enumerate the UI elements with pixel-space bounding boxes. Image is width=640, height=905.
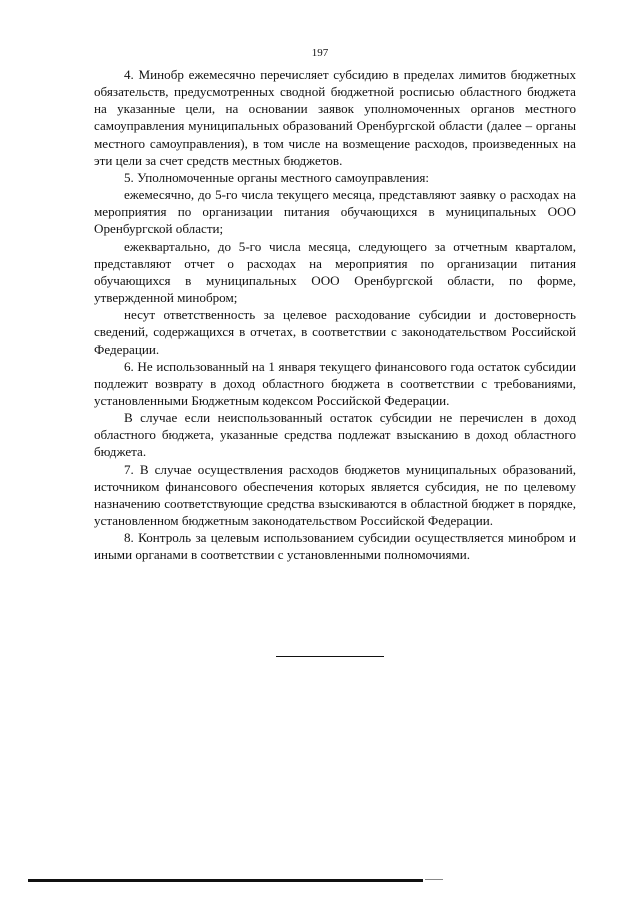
paragraph-5: 5. Уполномоченные органы местного самоуправления: — [124, 169, 430, 185]
paragraph-4: 4. Минобр ежемесячно перечисляет субсидию в пределах лимитов бюджетных обязательств, предусмотренных сводной бюджетной росписью областного бюджета на указанные цели, на основании заявок уполномоченных органов местного самоуправления муниципальных образований Оренбургской области (далее – органы местного самоуправления), в том числе на возмещение расходов, произведенных на эти цели за счет средств местных бюджетов. — [94, 67, 576, 168]
paragraph-6: 6. Не использованный на 1 января текущего финансового года остаток субсидии подлежит возврату в доход областного бюджета в соответствии с требованиями, установленными Бюджетным кодексом Российской Федерации. — [94, 358, 576, 408]
paragraph-5-monthly: ежемесячно, до 5-го числа текущего месяца, представляют заявку о расходах на мероприятия по организации питания обучающихся в муниципальных ООО Оренбургской области; — [94, 187, 576, 237]
document-body — [94, 66, 576, 564]
paragraph-5-quarterly: ежеквартально, до 5-го числа месяца, следующего за отчетным кварталом, представляют отчет о расходах на мероприятия по организации питания обучающихся в муниципальных ООО Оренбургской области, по форме, утвержденной минобром; — [94, 238, 576, 306]
paragraph-5-responsibility: несут ответственность за целевое расходование субсидии и достоверность сведений, содержащихся в отчетах, в соответствии с законодательством Российской Федерации. — [94, 307, 576, 357]
paragraph-8: 8. Контроль за целевым использованием субсидии осуществляется минобром и иными органами в соответствии с установленными полномочиями. — [94, 530, 576, 563]
page-number: 197 — [311, 47, 329, 59]
end-divider — [276, 656, 384, 657]
paragraph-6-unreturned: В случае если неиспользованный остаток субсидии не перечислен в доход областного бюджета, указанные средства подлежат взысканию в доход областного бюджета. — [94, 410, 576, 460]
paragraph-7: 7. В случае осуществления расходов бюджетов муниципальных образований, источником финансового обеспечения которых является субсидия, не по целевому назначению соответствующие средства взыскиваются в областной бюджет в порядке, установленном бюджетным законодательством Российской Федерации. — [94, 461, 576, 529]
scan-edge-line — [28, 879, 423, 882]
scan-edge-tail — [425, 879, 443, 880]
